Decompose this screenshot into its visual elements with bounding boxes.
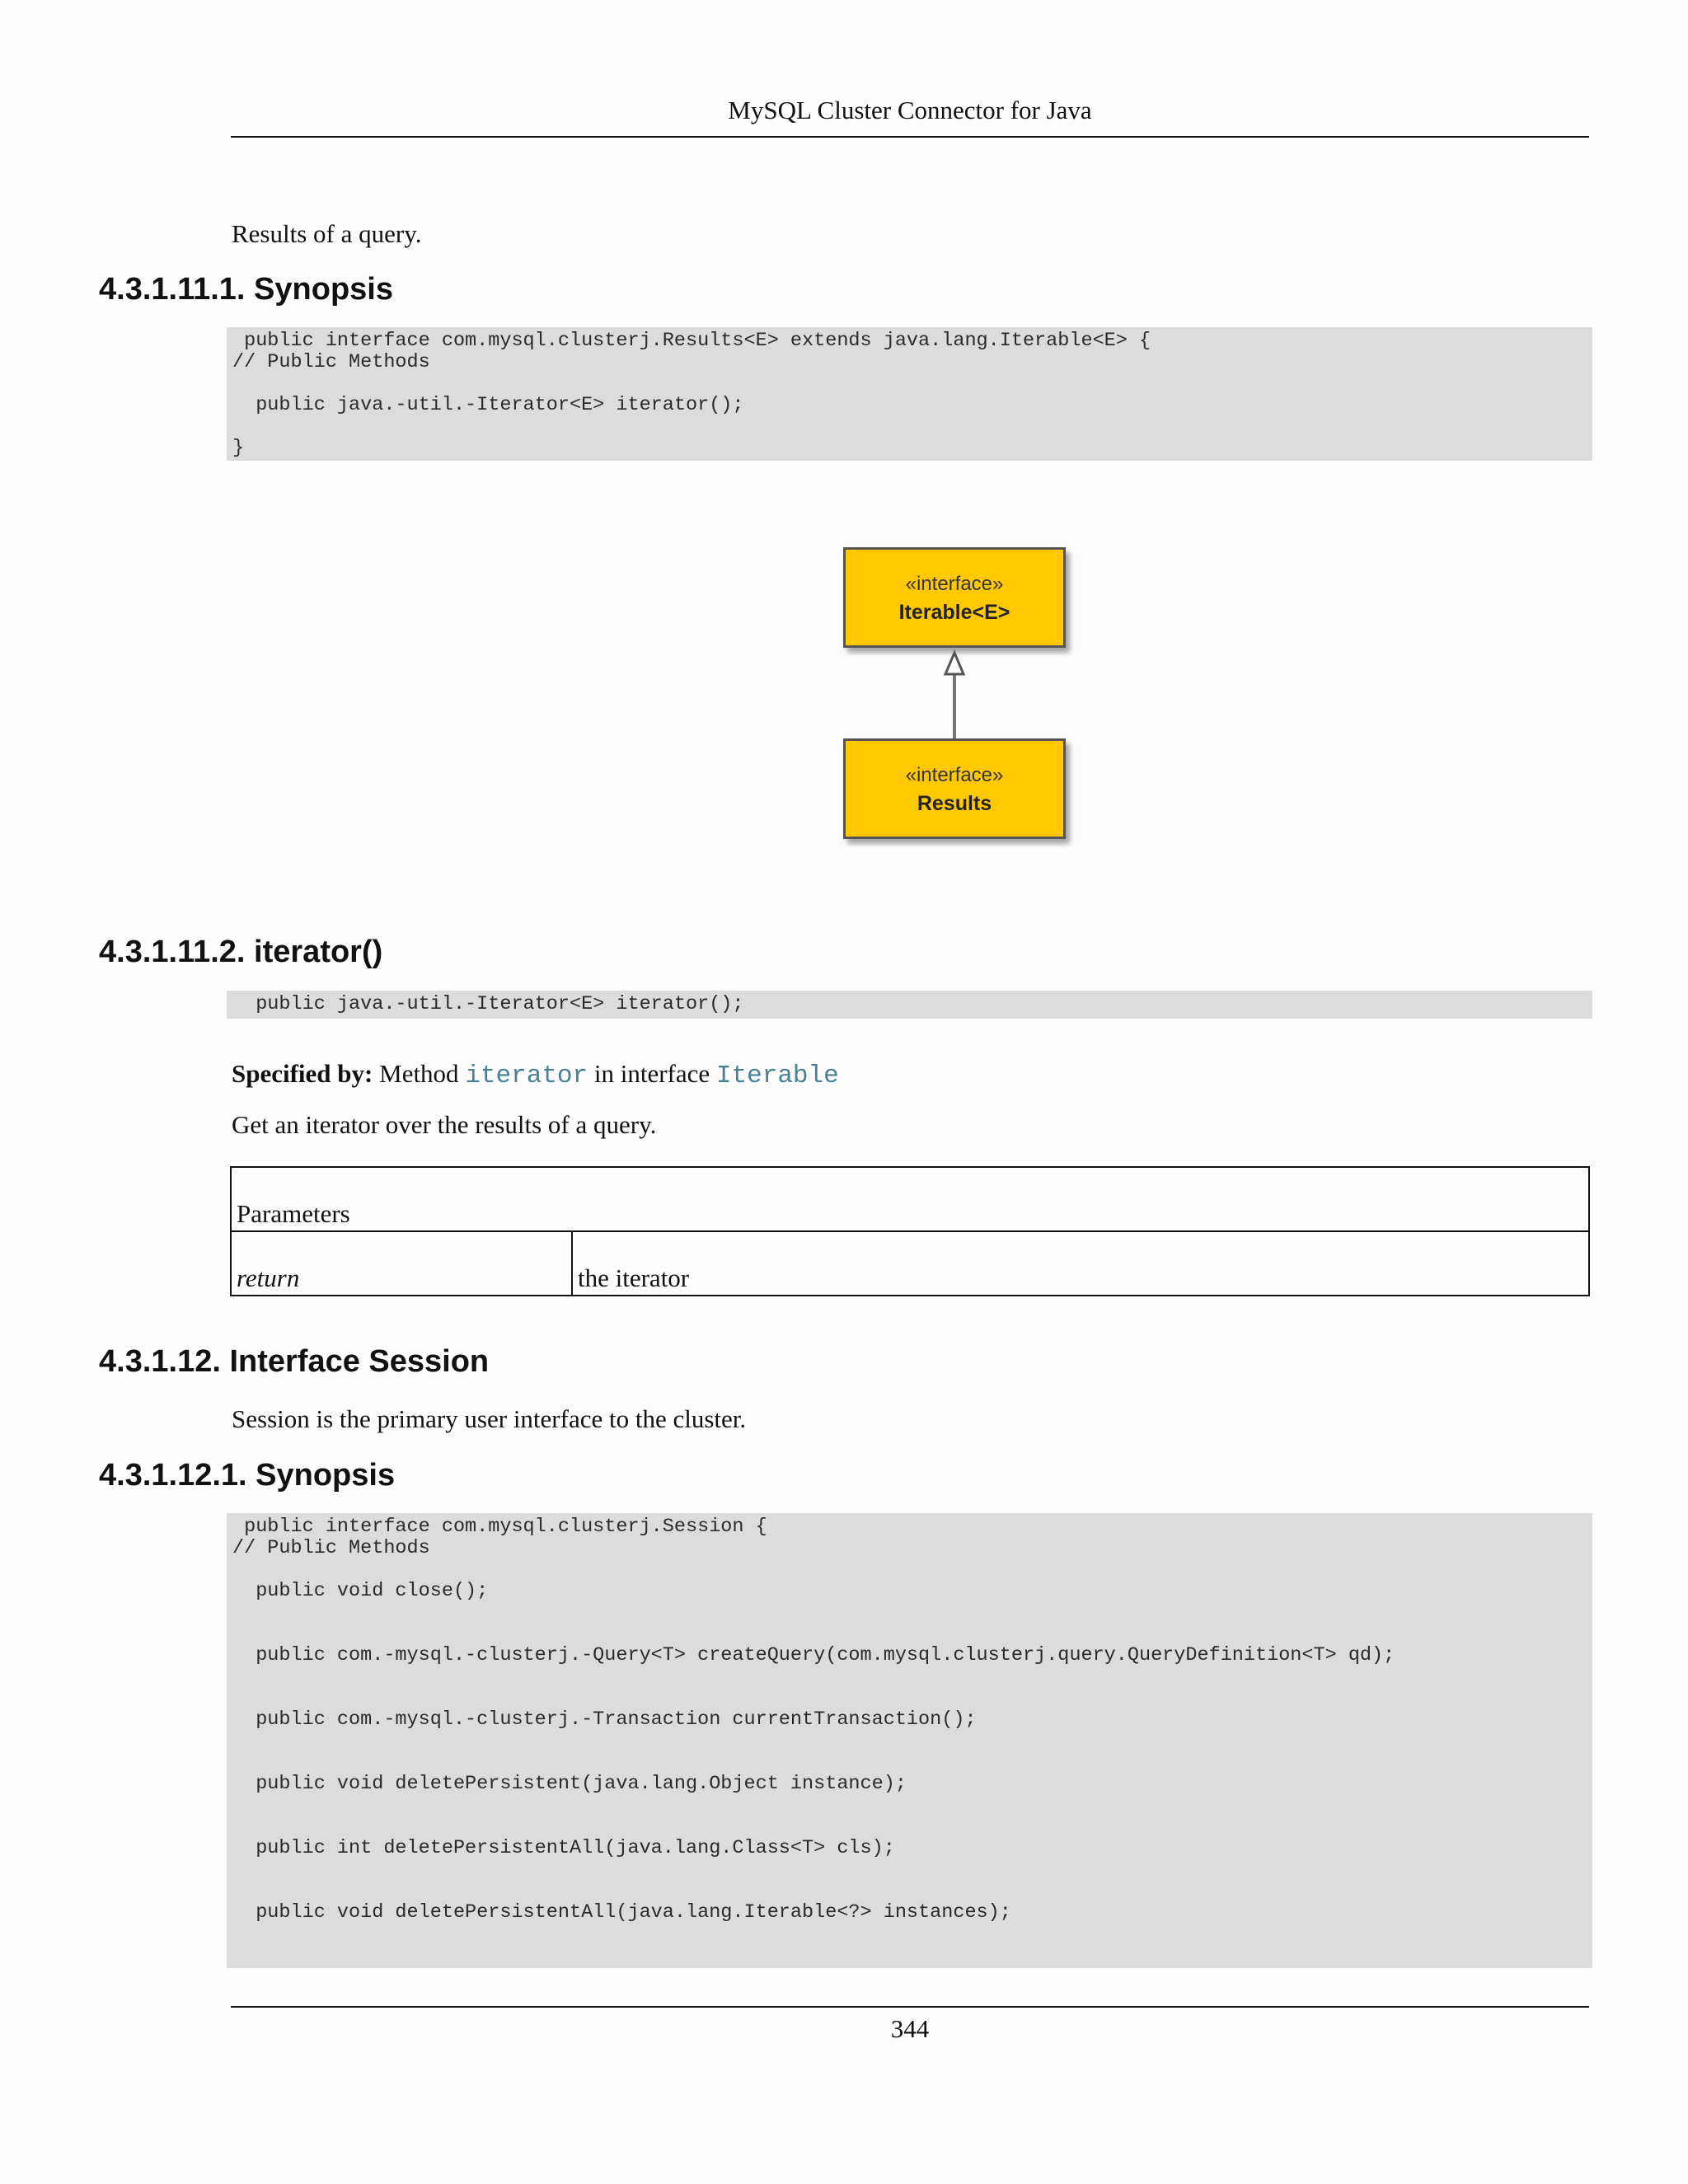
specified-by-label: Specified by: [232, 1059, 373, 1088]
code-text: public interface com.mysql.clusterj.Results<E> extends java.lang.Iterable<E> { // Public Methods public java.-util.-Iterator<E> iterator(); } [232, 330, 1151, 459]
code-block-iterator [227, 991, 1592, 1019]
uml-stereotype: «interface» [905, 764, 1004, 786]
code-block-session [227, 1513, 1592, 1968]
uml-class-name: Iterable<E> [898, 601, 1010, 624]
specified-text: Method [373, 1059, 466, 1088]
uml-class-name: Results [917, 792, 992, 815]
param-name: return [231, 1231, 572, 1296]
method-link-iterator[interactable]: iterator [465, 1062, 588, 1090]
interface-link-iterable[interactable]: Iterable [715, 1062, 839, 1090]
uml-class-results [843, 738, 1066, 839]
code-text: public interface com.mysql.clusterj.Session { // Public Methods public void close(); public com.-mysql.-clusterj.-Query<T> createQuery(com.mysql.clusterj.query.QueryDefinition<T> qd); public com.-mysql.-clusterj.-Transaction currentTransaction(); public void deletePersistent(java.lang.Object instance); public int deletePersistentAll(java.lang.Class<T> cls); public void deletePersistentAll(java.lang.Iterable<?> instances); [232, 1516, 1395, 1924]
section-heading-synopsis: 4.3.1.11.1. Synopsis [99, 272, 393, 307]
footer-rule [231, 2006, 1589, 2008]
page-number: 344 [890, 2014, 930, 2043]
uml-diagram [832, 544, 1096, 857]
section-heading-session: 4.3.1.12. Interface Session [99, 1344, 490, 1379]
code-block-results [227, 327, 1592, 461]
header-rule [231, 136, 1589, 138]
iterator-description: Get an iterator over the results of a query. [232, 1110, 657, 1139]
param-description: the iterator [572, 1231, 1589, 1296]
parameters-table [230, 1166, 1590, 1296]
table-row [231, 1231, 1589, 1296]
code-text: public java.-util.-Iterator<E> iterator(); [232, 993, 744, 1015]
section-heading-synopsis-session: 4.3.1.12.1. Synopsis [99, 1458, 396, 1493]
specified-text: in interface [588, 1059, 716, 1088]
parameters-header: Parameters [231, 1167, 1589, 1231]
section-heading-iterator: 4.3.1.11.2. iterator() [99, 935, 383, 969]
session-description: Session is the primary user interface to the cluster. [232, 1404, 747, 1433]
specified-by [232, 1057, 839, 1093]
uml-stereotype: «interface» [905, 573, 1004, 595]
intro-text: Results of a query. [232, 219, 422, 248]
running-header: MySQL Cluster Connector for Java [728, 96, 1092, 124]
